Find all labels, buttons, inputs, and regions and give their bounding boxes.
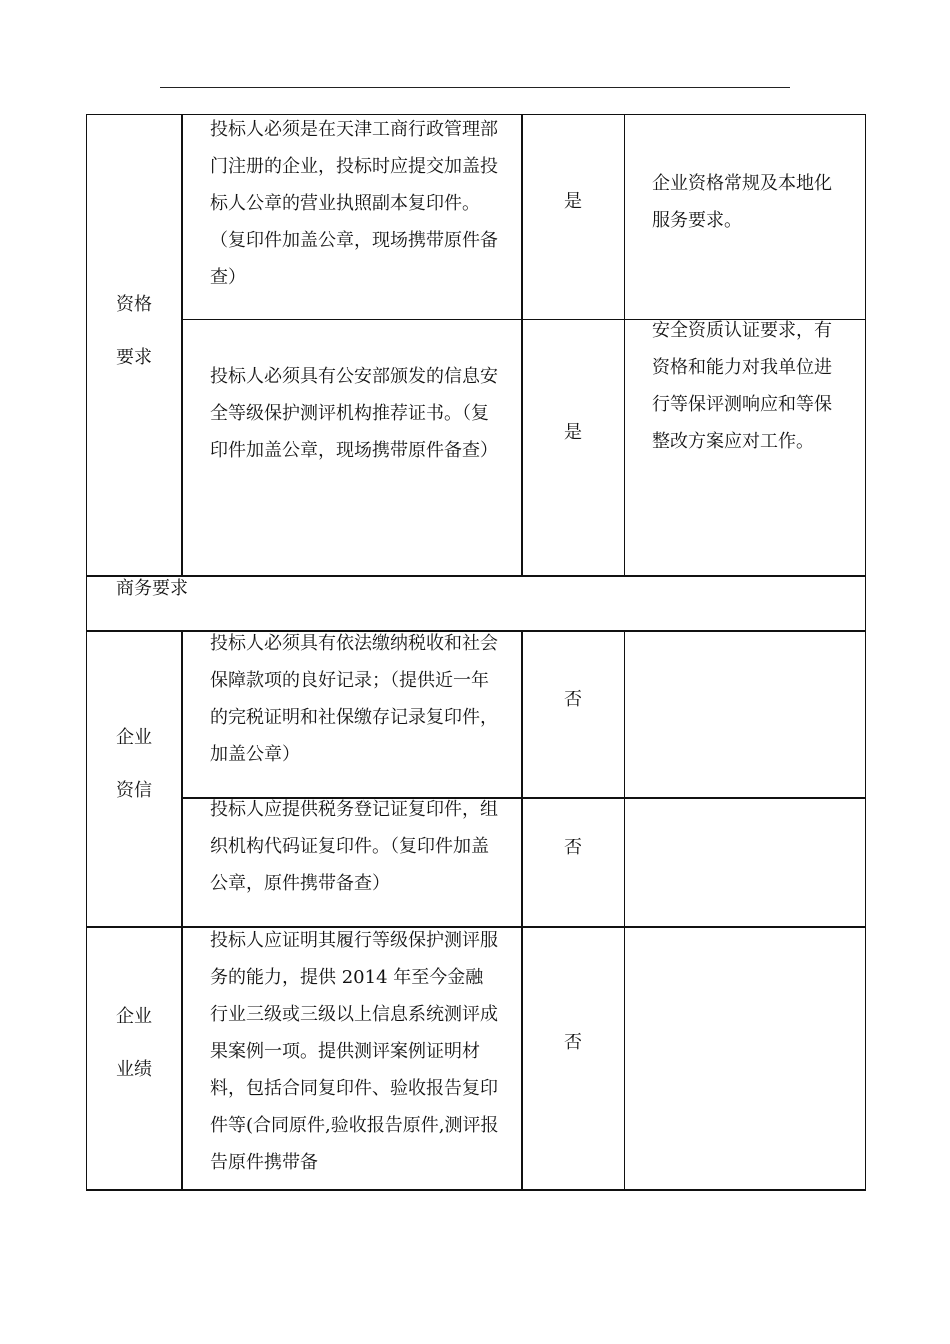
requirement-text: 投标人应提供税务登记证复印件，组织机构代码证复印件。（复印件加盖公章，原件携带备查） (210, 799, 498, 894)
section-label-line: 资信 (116, 780, 152, 801)
requirement-text: 投标人必须是在天津工商行政管理部门注册的企业，投标时应提交加盖投标人公章的营业执照副本复印件。（复印件加盖公章，现场携带原件备查） (210, 119, 498, 288)
requirement-text: 投标人必须具有公安部颁发的信息安全等级保护测评机构推荐证书。（复印件加盖公章，现场携带原件备查） (210, 366, 498, 461)
section-label-line: 企业 (116, 727, 152, 748)
column-divider (624, 630, 625, 1191)
section-label-line: 业绩 (116, 1059, 152, 1080)
table-border-right (865, 114, 866, 1191)
requirement-text: 投标人必须具有依法缴纳税收和社会保障款项的良好记录；（提供近一年的完税证明和社保缴存记录复印件，加盖公章） (210, 633, 498, 765)
requirement-text: 投标人应证明其履行等级保护测评服务的能力，提供 2014 年至今金融行业三级或三级以上信息系统测评成果案例一项。提供测评案例证明材料，包括合同复印件、验收报告复印件等(合同原件,验收报告原件,测评报告原件携带备 (210, 930, 499, 1173)
section-label-performance (86, 990, 182, 1096)
section-label-credit (86, 711, 182, 817)
section-label-line: 资格 (116, 294, 152, 315)
section-label-qualification (86, 278, 182, 384)
header-rule (160, 87, 790, 88)
section-label-line: 要求 (116, 347, 152, 368)
column-divider (624, 114, 625, 577)
requirement-note: 企业资格常规及本地化服务要求。 (652, 173, 832, 231)
mandatory-flag: 否 (564, 1032, 582, 1053)
mandatory-flag: 是 (564, 191, 582, 212)
business-requirements-header: 商务要求 (116, 578, 188, 599)
requirement-note: 安全资质认证要求，有资格和能力对我单位进行等保评测响应和等保整改方案应对工作。 (652, 320, 832, 452)
table-border-bottom (86, 1189, 866, 1191)
mandatory-flag: 否 (564, 837, 582, 858)
section-label-line: 企业 (116, 1006, 152, 1027)
mandatory-flag: 否 (564, 689, 582, 710)
mandatory-flag: 是 (564, 422, 582, 443)
